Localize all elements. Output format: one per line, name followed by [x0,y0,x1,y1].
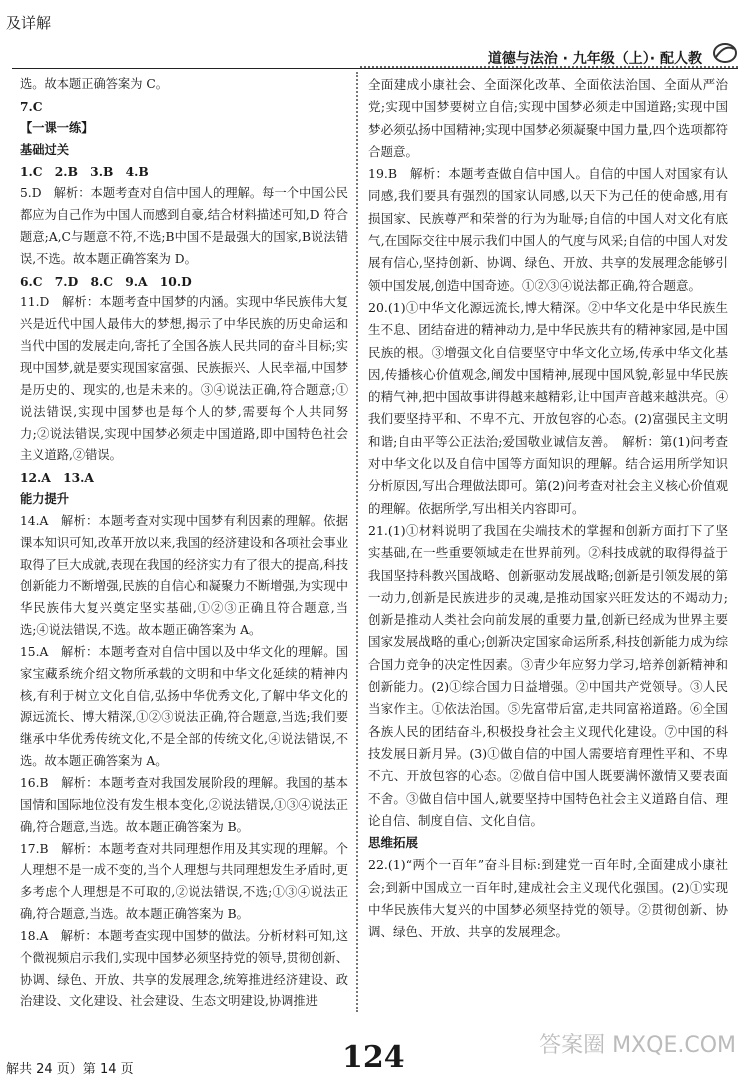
header-left-text: 及详解 [6,14,52,32]
header-dotted-rule [360,66,738,68]
answer-paragraph: 全面建成小康社会、全面深化改革、全面依法治国、全面从严治党;实现中国梦要树立自信;实现中国梦必须走中国道路;实现中国梦必须弘扬中国精神;实现中国梦必须凝聚中国力量,四个选项都符合题意。 [368,77,728,159]
left-column [20,74,348,1013]
answer-paragraph: 1.C 2.B 3.B 4.B [20,164,149,180]
answer-paragraph: 20.(1)①中华文化源远流长,博大精深。②中华文化是中华民族生生不息、团结奋进的精神动力,是中华民族共有的精神家园,是中国民族的根。③增强文化自信要坚守中华文化立场,传承中华文化基因,传播核心价值观念,阐发中国精神,展现中国风貌,彰显中华民族的精气神,把中国故事讲得越来越精彩,让中国声音越来越洪亮。④我们要坚持平和、不卑不亢、开放包容的心态。(2)富强民主文明和谐;自由平等公正法治;爱国敬业诚信友善。 解析：第(1)问考查对中华文化以及自信中国等方面知识的理解。结合运用所学知识分析原因,写出合理做法即可。第(2)问考查对社会主义核心价值观的理解。依据所学,写出相关内容即可。 [368,299,728,516]
subsection-heading: 思维拓展 [368,835,419,851]
watermark-logo: 答案圈 MXQE.COM [539,1033,736,1058]
subsection-heading: 能力提升 [20,492,69,507]
footer-page-info: 解共 24 页）第 14 页 [6,1062,134,1077]
answer-paragraph: 17.B 解析：本题考查对共同理想作用及其实现的理解。个人理想不是一成不变的,当个人理想与共同理想发生矛盾时,更多考虑个人理想是不可取的,②说法错误,不选;①③④说法正确,符合题意,当选。故本题正确答案为 B。 [20,841,348,922]
column-divider [356,72,358,1012]
answer-paragraph: 12.A 13.A [20,470,94,486]
page-number: 124 [342,1040,405,1075]
answer-paragraph: 14.A 解析：本题考查对实现中国梦有利因素的理解。依据课本知识可知,改革开放以来,我国的经济建设和各项社会事业取得了巨大成就,表现在我国的经济实力有了很大的提高,科技创新能力不断增强,民族的自信心和凝聚力不断增强,为实现中华民族伟大复兴奠定坚实基础,①②③正确且符合题意,当选;④说法错误,不选。故本题正确答案为 A。 [20,513,348,638]
section-heading: 【一课一练】 [20,120,94,135]
page-header [0,0,750,67]
answer-paragraph: 21.(1)①材料说明了我国在尖端技术的掌握和创新方面打下了坚实基础,在一些重要领域走在世界前列。②科技成就的取得得益于我国坚持科教兴国战略、创新驱动发展战略;创新是引领发展的第一动力,创新是民族进步的灵魂,是推动国家兴旺发达的不竭动力;创新是推动人类社会向前发展的重要力量,创新已经成为世界主要国家发展战略的重心;创新决定国家命运所系,科技创新能力成为综合国力竞争的决定性因素。③青少年应努力学习,培养创新精神和创新能力。(2)①综合国力日益增强。②中国共产党领导。③人民当家作主。①依法治国。⑤先富带后富,走共同富裕道路。⑥全国各族人民的团结奋斗,积极投身社会主义现代化建设。⑦中国的科技发展日新月异。(3)①做自信的中国人需要培育理性平和、不卑不亢、开放包容的心态。②做自信中国人既要满怀激情又要表面不舍。③做自信中国人,就要坚持中国特色社会主义道路自信、理论自信、制度自信、文化自信。 [368,522,728,828]
publisher-logo-icon [712,42,738,64]
header-rule [12,68,738,69]
answer-paragraph: 15.A 解析：本题考查对自信中国以及中华文化的理解。国家宝藏系统介绍文物所承载的文明和中华文化延续的精神内核,有利于树立文化自信,弘扬中华优秀文化,了解中华文化的源远流长、博大精深,①②③说法正确,符合题意,当选;我们要继承中华优秀传统文化,不是全部的传统文化,④说法错误,不选。故本题正确答案为 A。 [20,644,348,769]
answer-paragraph: 18.A 解析：本题考查实现中国梦的做法。分析材料可知,这个微视频启示我们,实现中国梦必须坚持党的领导,贯彻创新、协调、绿色、开放、共享的发展理念,统筹推进经济建设、政治建设、文化建设、社会建设、生态文明建设,协调推进 [20,928,348,1009]
header-subject-title: 道德与法治 · 九年级（上）· 配人教 [487,51,702,67]
answer-paragraph: 16.B 解析：本题考查对我国发展阶段的理解。我国的基本国情和国际地位没有发生根本变化,②说法错误,①③④说法正确,符合题意,当选。故本题正确答案为 B。 [20,776,348,834]
subsection-heading: 基础过关 [20,142,69,157]
answer-paragraph: 11.D 解析：本题考查中国梦的内涵。实现中华民族伟大复兴是近代中国人最伟大的梦想,揭示了中华民族的历史命运和当代中国的发展走向,寄托了全国各族人民共同的奋斗目标;实现中国梦,就是要实现国家富强、民族振兴、人民幸福,中国梦是历史的、现实的,也是未来的。③④说法正确,符合题意;①说法错误,实现中国梦也是每个人的梦,需要每个人共同努力;②说法错误,实现中国梦必须走中国道路,即中国特色社会主义道路,②错误。 [20,295,348,463]
answer-paragraph: 22.(1)“两个一百年”奋斗目标:到建党一百年时,全面建成小康社会;到新中国成立一百年时,建成社会主义现代化强国。(2)①实现中华民族伟大复兴的中国梦必须坚持党的领导。②贯彻创新、协调、绿色、开放、共享的发展理念。 [368,857,728,940]
answer-paragraph: 5.D 解析：本题考查对自信中国人的理解。每一个中国公民都应为自己作为中国人而感到自豪,结合材料描述可知,D 符合题意;A,C与题意不符,不选;B中国不是最强大的国家,B说法错误,不选。故本题正确答案为 D。 [20,186,348,266]
right-column [368,74,728,944]
answer-paragraph: 7.C [20,98,43,114]
answer-paragraph: 19.B 解析：本题考查做自信中国人。自信的中国人对国家有认同感,我们要具有强烈的国家认同感,以天下为己任的使命感,用有损国家、民族尊严和荣誉的行为为耻辱;自信的中国人对文化有底气,在国际交往中展示我们中国人的气度与风采;自信的中国人对发展有信心,坚持创新、协调、绿色、开放、共享的发展理念能够引领中国发展,创造中国奇迹。①②③④说法都正确,符合题意。 [368,166,728,293]
answer-paragraph: 6.C 7.D 8.C 9.A 10.D [20,273,192,289]
answer-paragraph: 选。故本题正确答案为 C。 [20,77,169,91]
